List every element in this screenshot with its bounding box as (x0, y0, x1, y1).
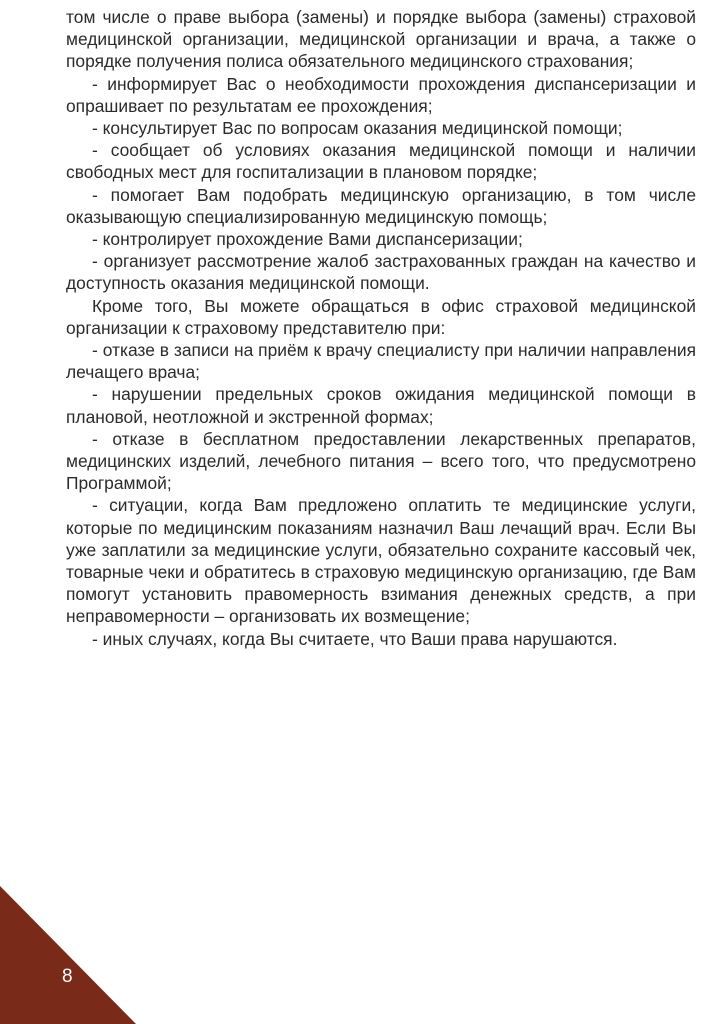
paragraph-13: - иных случаях, когда Вы считаете, что Ваши права нарушаются. (92, 628, 618, 649)
paragraph-6: - контролирует прохождение Вами диспансеризации; (92, 229, 523, 250)
corner-triangle-decoration (0, 886, 136, 1024)
paragraph-8: Кроме того, Вы можете обращаться в офис страховой медицинской организации к страховому представителю при: (66, 295, 696, 338)
paragraph-12: - ситуации, когда Вам предложено оплатить те медицинские услуги, которые по медицинским показаниям назначил Ваш лечащий врач. Если Вы уже заплатили за медицинские услуги, обязательно сохраните кассовый чек, товарные чеки и обратитесь в страховую медицинскую организацию, где Вам помогут установить правомерность взимания денежных средств, а при неправомерности – организовать их возмещение; (66, 495, 696, 627)
paragraph-5: - помогает Вам подобрать медицинскую организацию, в том числе оказывающую специализированную медицинскую помощь; (66, 184, 696, 227)
paragraph-11: - отказе в бесплатном предоставлении лекарственных препаратов, медицинских изделий, лечебного питания – всего того, что предусмотрено Программой; (66, 428, 696, 494)
paragraph-2: - информирует Вас о необходимости прохождения диспансеризации и опрашивает по результатам ее прохождения; (66, 73, 696, 116)
paragraph-9: - отказе в записи на приём к врачу специалисту при наличии направления лечащего врача; (66, 340, 696, 383)
page-number: 8 (62, 966, 73, 987)
paragraph-3: - консультирует Вас по вопросам оказания медицинской помощи; (92, 118, 623, 139)
paragraph-7: - организует рассмотрение жалоб застрахованных граждан на качество и доступность оказания медицинской помощи. (66, 251, 696, 294)
paragraph-10: - нарушении предельных сроков ожидания медицинской помощи в плановой, неотложной и экстренной формах; (66, 384, 696, 427)
body-text (66, 6, 696, 650)
paragraph-1: том числе о праве выбора (замены) и порядке выбора (замены) страховой медицинской организации, медицинской организации и врача, а также о порядке получения полиса обязательного медицинского страхования; (66, 7, 696, 72)
paragraph-4: - сообщает об условиях оказания медицинской помощи и наличии свободных мест для госпитализации в плановом порядке; (66, 140, 696, 183)
